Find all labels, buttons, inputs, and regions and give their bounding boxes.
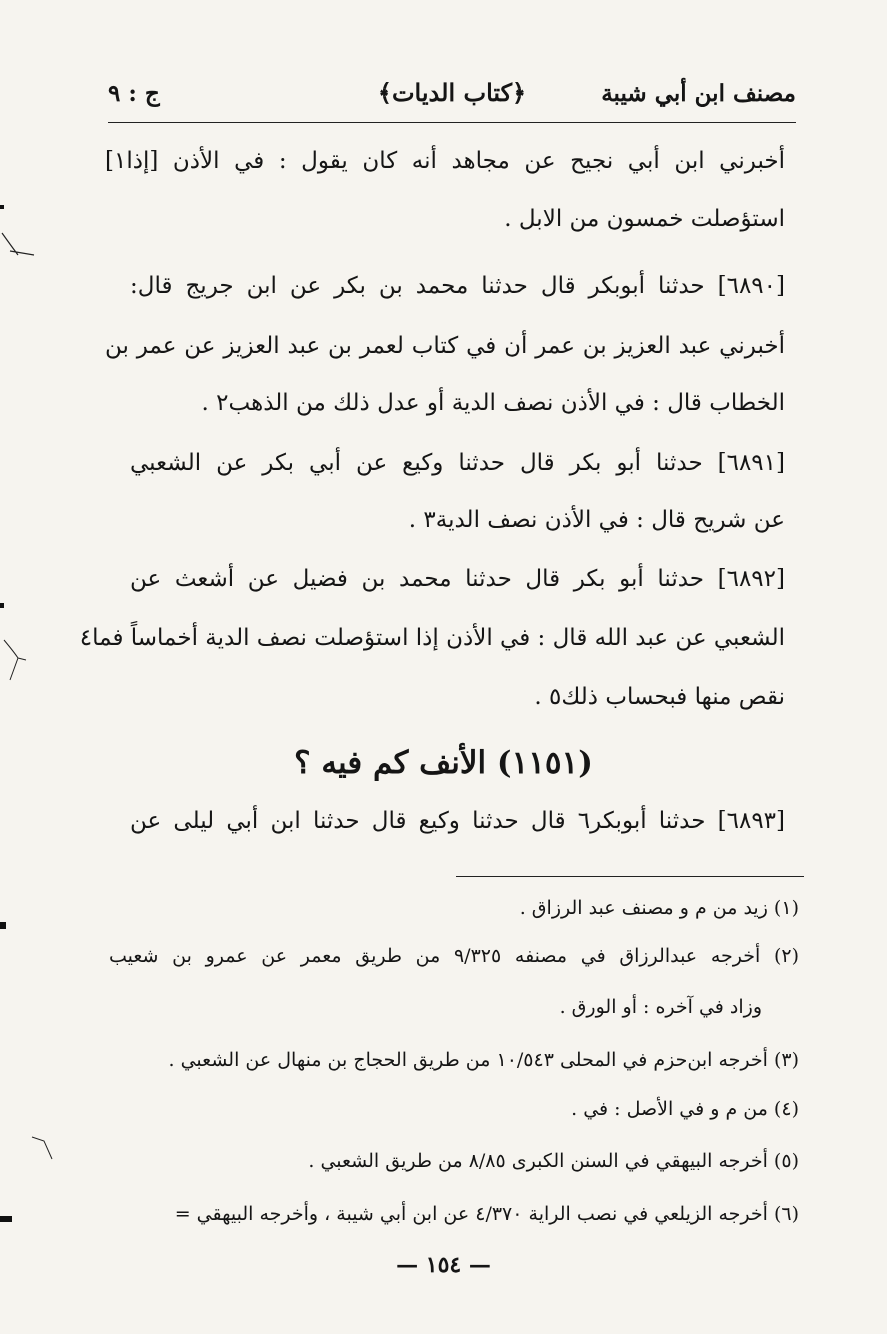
body-line: الخطاب قال : في الأذن نصف الدية أو عدل ذلك من الذهب٢ .: [201, 390, 785, 416]
body-line: الشعبي عن عبد الله قال : في الأذن إذا استؤصلت نصف الدية أخماساً فما٤: [79, 625, 785, 651]
footnote: (٣) أخرجه ابن‌حزم في المحلى ١٠/٥٤٣ من طريق الحجاج بن منهال عن الشعبي .: [168, 1049, 799, 1071]
footnote-continuation: وزاد في آخره : أو الورق .: [559, 996, 762, 1018]
scan-mark: [0, 205, 4, 209]
body-line: [٦٨٩١] حدثنا أبو بكر قال حدثنا وكيع عن أبي بكر عن الشعبي: [130, 450, 785, 476]
chapter-title: ﴿كتاب الديات﴾: [377, 78, 527, 107]
body-line: أخبرني عبد العزيز بن عمر أن في كتاب لعمر بن عبد العزيز عن عمر بن: [105, 333, 785, 359]
scan-mark: [0, 603, 4, 608]
volume-number: ج : ٩: [108, 80, 160, 107]
footnote: (١) زيد من م و مصنف عبد الرزاق .: [519, 897, 799, 919]
body-line: [٦٨٩٠] حدثنا أبوبكر قال حدثنا محمد بن بكر عن ابن جريج قال:: [130, 273, 785, 299]
body-line: أخبرني ابن أبي نجيح عن مجاهد أنه كان يقول : في الأذن [إذا١]: [105, 148, 785, 174]
scan-mark: [0, 1216, 12, 1222]
running-header: [108, 70, 796, 120]
body-line: [٦٨٩٣] حدثنا أبوبكر٦ قال حدثنا وكيع قال حدثنا ابن أبي ليلى عن: [130, 808, 786, 834]
body-line: نقص منها فبحساب ذلك٥ .: [534, 684, 785, 710]
scan-crease-mark: [0, 630, 30, 690]
scan-mark: [0, 922, 6, 929]
scan-crease-mark: [30, 1125, 60, 1165]
scan-crease-mark: [0, 225, 40, 265]
body-line: [٦٨٩٢] حدثنا أبو بكر قال حدثنا محمد بن فضيل عن أشعث عن: [130, 566, 785, 592]
body-line: عن شريح قال : في الأذن نصف الدية٣ .: [408, 507, 785, 533]
page-number: — ١٥٤ —: [396, 1252, 491, 1278]
footnote: (٢) أخرجه عبدالرزاق في مصنفه ٩/٣٢٥ من طريق معمر عن عمرو بن شعيب: [109, 945, 799, 967]
body-line: استؤصلت خمسون من الابل .: [504, 206, 785, 232]
footnote: (٦) أخرجه الزيلعي في نصب الراية ٤/٣٧٠ عن ابن أبي شيبة ، وأخرجه البيهقي =: [174, 1203, 799, 1225]
book-title: مصنف ابن أبي شيبة: [601, 80, 796, 107]
footnote-divider: [456, 876, 804, 877]
header-divider: [108, 122, 796, 123]
section-heading: (١١٥١) الأنف كم فيه ؟: [294, 745, 593, 781]
footnote: (٤) من م و في الأصل : في .: [571, 1098, 799, 1120]
footnote: (٥) أخرجه البيهقي في السنن الكبرى ٨/٨٥ من طريق الشعبي .: [308, 1150, 799, 1172]
